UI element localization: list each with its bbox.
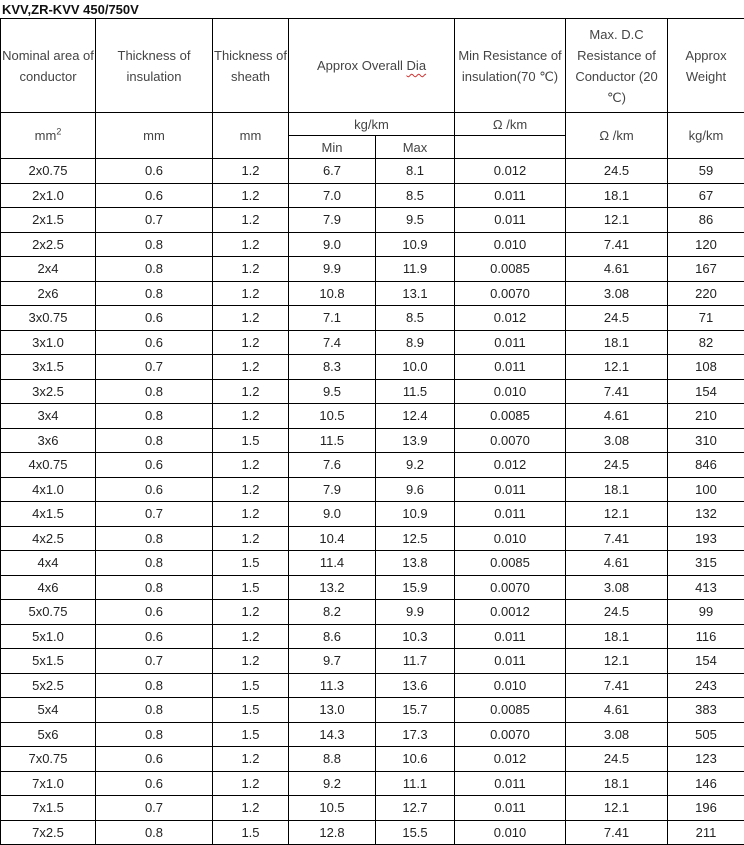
cell-insulation: 0.7 bbox=[96, 796, 213, 821]
unit-sheath: mm bbox=[213, 113, 289, 159]
cell-max-dc-resistance: 12.1 bbox=[566, 355, 668, 380]
cell-dia-min: 11.5 bbox=[289, 428, 376, 453]
cell-dia-min: 9.9 bbox=[289, 257, 376, 282]
header-nominal-area: Nominal area of conductor bbox=[1, 19, 96, 113]
cell-area: 5x4 bbox=[1, 698, 96, 723]
cell-insulation: 0.7 bbox=[96, 208, 213, 233]
cell-weight: 383 bbox=[668, 698, 744, 723]
cell-max-dc-resistance: 12.1 bbox=[566, 796, 668, 821]
header-max-dc-resistance: Max. D.C Resistance of Conductor (20 ℃) bbox=[566, 19, 668, 113]
table-row bbox=[1, 281, 744, 306]
cell-dia-min: 9.0 bbox=[289, 232, 376, 257]
cell-area: 3x6 bbox=[1, 428, 96, 453]
cell-sheath: 1.5 bbox=[213, 820, 289, 845]
cell-dia-min: 7.9 bbox=[289, 477, 376, 502]
cell-weight: 120 bbox=[668, 232, 744, 257]
cell-sheath: 1.2 bbox=[213, 183, 289, 208]
table-row bbox=[1, 306, 744, 331]
cell-dia-min: 8.8 bbox=[289, 747, 376, 772]
cell-weight: 100 bbox=[668, 477, 744, 502]
cell-insulation: 0.8 bbox=[96, 722, 213, 747]
cell-max-dc-resistance: 24.5 bbox=[566, 747, 668, 772]
cell-sheath: 1.5 bbox=[213, 575, 289, 600]
cell-dia-min: 9.2 bbox=[289, 771, 376, 796]
table-row bbox=[1, 183, 744, 208]
cell-weight: 59 bbox=[668, 159, 744, 184]
cell-min-resistance: 0.011 bbox=[455, 649, 566, 674]
cell-max-dc-resistance: 4.61 bbox=[566, 551, 668, 576]
cell-sheath: 1.2 bbox=[213, 330, 289, 355]
cell-weight: 99 bbox=[668, 600, 744, 625]
cell-weight: 310 bbox=[668, 428, 744, 453]
cell-area: 2x4 bbox=[1, 257, 96, 282]
cell-area: 5x6 bbox=[1, 722, 96, 747]
cell-max-dc-resistance: 7.41 bbox=[566, 673, 668, 698]
cell-min-resistance: 0.011 bbox=[455, 355, 566, 380]
header-row bbox=[1, 19, 744, 113]
cell-min-resistance: 0.012 bbox=[455, 453, 566, 478]
cell-max-dc-resistance: 3.08 bbox=[566, 428, 668, 453]
cell-weight: 315 bbox=[668, 551, 744, 576]
cell-min-resistance: 0.0085 bbox=[455, 404, 566, 429]
cell-sheath: 1.5 bbox=[213, 673, 289, 698]
cell-max-dc-resistance: 24.5 bbox=[566, 453, 668, 478]
cell-sheath: 1.2 bbox=[213, 281, 289, 306]
subheader-max: Max bbox=[376, 136, 455, 159]
header-weight: Approx Weight bbox=[668, 19, 744, 113]
cell-dia-min: 10.8 bbox=[289, 281, 376, 306]
table-row bbox=[1, 575, 744, 600]
cell-dia-min: 9.7 bbox=[289, 649, 376, 674]
cell-min-resistance: 0.011 bbox=[455, 208, 566, 233]
table-row bbox=[1, 649, 744, 674]
cell-insulation: 0.6 bbox=[96, 330, 213, 355]
cell-sheath: 1.2 bbox=[213, 600, 289, 625]
cell-min-resistance: 0.010 bbox=[455, 232, 566, 257]
cell-sheath: 1.2 bbox=[213, 502, 289, 527]
cell-insulation: 0.6 bbox=[96, 600, 213, 625]
cell-area: 4x1.0 bbox=[1, 477, 96, 502]
cell-insulation: 0.8 bbox=[96, 428, 213, 453]
cell-insulation: 0.7 bbox=[96, 502, 213, 527]
cell-insulation: 0.8 bbox=[96, 257, 213, 282]
cell-min-resistance: 0.010 bbox=[455, 820, 566, 845]
cell-dia-min: 7.4 bbox=[289, 330, 376, 355]
table-row bbox=[1, 624, 744, 649]
unit-area-base: mm bbox=[35, 128, 57, 143]
table-row bbox=[1, 208, 744, 233]
cell-insulation: 0.6 bbox=[96, 453, 213, 478]
table-row bbox=[1, 404, 744, 429]
cell-min-resistance: 0.010 bbox=[455, 673, 566, 698]
cell-insulation: 0.8 bbox=[96, 551, 213, 576]
header-min-resistance: Min Resistance of insulation(70 ℃) bbox=[455, 19, 566, 113]
cell-area: 4x0.75 bbox=[1, 453, 96, 478]
unit-min-resistance: Ω /km bbox=[455, 113, 566, 136]
cell-dia-max: 11.9 bbox=[376, 257, 455, 282]
cell-insulation: 0.7 bbox=[96, 649, 213, 674]
cell-sheath: 1.2 bbox=[213, 159, 289, 184]
table-row bbox=[1, 477, 744, 502]
cell-weight: 505 bbox=[668, 722, 744, 747]
cell-dia-max: 11.5 bbox=[376, 379, 455, 404]
cell-dia-max: 10.3 bbox=[376, 624, 455, 649]
table-row bbox=[1, 453, 744, 478]
cell-insulation: 0.8 bbox=[96, 673, 213, 698]
cell-dia-min: 11.4 bbox=[289, 551, 376, 576]
cell-dia-max: 15.9 bbox=[376, 575, 455, 600]
cell-weight: 82 bbox=[668, 330, 744, 355]
cell-dia-min: 9.5 bbox=[289, 379, 376, 404]
cell-dia-max: 15.5 bbox=[376, 820, 455, 845]
cell-insulation: 0.8 bbox=[96, 698, 213, 723]
cell-weight: 154 bbox=[668, 379, 744, 404]
cell-max-dc-resistance: 7.41 bbox=[566, 820, 668, 845]
cell-sheath: 1.2 bbox=[213, 453, 289, 478]
table-row bbox=[1, 159, 744, 184]
cell-dia-max: 12.7 bbox=[376, 796, 455, 821]
cell-min-resistance: 0.0085 bbox=[455, 257, 566, 282]
cell-weight: 210 bbox=[668, 404, 744, 429]
cell-sheath: 1.2 bbox=[213, 306, 289, 331]
table-body bbox=[1, 159, 744, 845]
cell-dia-min: 8.2 bbox=[289, 600, 376, 625]
cell-insulation: 0.8 bbox=[96, 820, 213, 845]
cell-min-resistance: 0.011 bbox=[455, 330, 566, 355]
cell-min-resistance: 0.011 bbox=[455, 624, 566, 649]
cell-dia-max: 10.9 bbox=[376, 502, 455, 527]
cell-sheath: 1.2 bbox=[213, 771, 289, 796]
cell-min-resistance: 0.011 bbox=[455, 502, 566, 527]
cell-area: 2x1.0 bbox=[1, 183, 96, 208]
cell-dia-max: 13.8 bbox=[376, 551, 455, 576]
cell-weight: 86 bbox=[668, 208, 744, 233]
table-row bbox=[1, 502, 744, 527]
cell-max-dc-resistance: 4.61 bbox=[566, 257, 668, 282]
cell-min-resistance: 0.011 bbox=[455, 477, 566, 502]
cell-max-dc-resistance: 7.41 bbox=[566, 526, 668, 551]
cell-insulation: 0.6 bbox=[96, 477, 213, 502]
cell-dia-min: 10.4 bbox=[289, 526, 376, 551]
cell-area: 7x0.75 bbox=[1, 747, 96, 772]
cell-area: 7x1.0 bbox=[1, 771, 96, 796]
cell-weight: 211 bbox=[668, 820, 744, 845]
spec-table bbox=[0, 18, 744, 845]
cell-max-dc-resistance: 4.61 bbox=[566, 698, 668, 723]
cell-weight: 193 bbox=[668, 526, 744, 551]
table-row bbox=[1, 428, 744, 453]
subheader-min: Min bbox=[289, 136, 376, 159]
cell-min-resistance: 0.0012 bbox=[455, 600, 566, 625]
cell-dia-max: 9.9 bbox=[376, 600, 455, 625]
table-row bbox=[1, 796, 744, 821]
cell-area: 7x1.5 bbox=[1, 796, 96, 821]
table-row bbox=[1, 698, 744, 723]
cell-min-resistance: 0.012 bbox=[455, 306, 566, 331]
cell-dia-min: 12.8 bbox=[289, 820, 376, 845]
cell-sheath: 1.2 bbox=[213, 355, 289, 380]
cell-max-dc-resistance: 7.41 bbox=[566, 379, 668, 404]
cell-area: 2x2.5 bbox=[1, 232, 96, 257]
cell-min-resistance: 0.0070 bbox=[455, 281, 566, 306]
cell-sheath: 1.2 bbox=[213, 747, 289, 772]
cell-weight: 146 bbox=[668, 771, 744, 796]
header-insulation-thickness: Thickness of insulation bbox=[96, 19, 213, 113]
cell-max-dc-resistance: 24.5 bbox=[566, 600, 668, 625]
document-title: KVV,ZR-KVV 450/750V bbox=[2, 2, 139, 18]
cell-area: 5x0.75 bbox=[1, 600, 96, 625]
unit-overall-dia: kg/km bbox=[289, 113, 455, 136]
cell-dia-min: 7.9 bbox=[289, 208, 376, 233]
cell-min-resistance: 0.011 bbox=[455, 771, 566, 796]
cell-dia-max: 11.1 bbox=[376, 771, 455, 796]
unit-row bbox=[1, 113, 744, 136]
cell-weight: 108 bbox=[668, 355, 744, 380]
cell-max-dc-resistance: 18.1 bbox=[566, 330, 668, 355]
cell-min-resistance: 0.012 bbox=[455, 159, 566, 184]
cell-sheath: 1.5 bbox=[213, 698, 289, 723]
header-overall-dia bbox=[289, 19, 455, 113]
cell-dia-min: 10.5 bbox=[289, 796, 376, 821]
cell-sheath: 1.2 bbox=[213, 379, 289, 404]
cell-max-dc-resistance: 18.1 bbox=[566, 771, 668, 796]
cell-insulation: 0.6 bbox=[96, 183, 213, 208]
table-row bbox=[1, 232, 744, 257]
cell-dia-min: 10.5 bbox=[289, 404, 376, 429]
cell-dia-min: 13.2 bbox=[289, 575, 376, 600]
cell-dia-max: 10.9 bbox=[376, 232, 455, 257]
cell-dia-max: 13.6 bbox=[376, 673, 455, 698]
cell-max-dc-resistance: 18.1 bbox=[566, 624, 668, 649]
cell-weight: 196 bbox=[668, 796, 744, 821]
cell-max-dc-resistance: 3.08 bbox=[566, 575, 668, 600]
cell-max-dc-resistance: 3.08 bbox=[566, 281, 668, 306]
table-row bbox=[1, 257, 744, 282]
cell-weight: 846 bbox=[668, 453, 744, 478]
cell-insulation: 0.6 bbox=[96, 624, 213, 649]
cell-insulation: 0.8 bbox=[96, 575, 213, 600]
unit-insulation: mm bbox=[96, 113, 213, 159]
cell-max-dc-resistance: 24.5 bbox=[566, 306, 668, 331]
table-row bbox=[1, 771, 744, 796]
cell-max-dc-resistance: 12.1 bbox=[566, 208, 668, 233]
cell-sheath: 1.5 bbox=[213, 551, 289, 576]
table-row bbox=[1, 820, 744, 845]
cell-dia-max: 9.5 bbox=[376, 208, 455, 233]
cell-sheath: 1.2 bbox=[213, 404, 289, 429]
cell-insulation: 0.6 bbox=[96, 771, 213, 796]
cell-sheath: 1.2 bbox=[213, 257, 289, 282]
cell-area: 3x4 bbox=[1, 404, 96, 429]
cell-min-resistance: 0.0070 bbox=[455, 722, 566, 747]
cell-dia-min: 8.3 bbox=[289, 355, 376, 380]
cell-dia-min: 13.0 bbox=[289, 698, 376, 723]
cell-min-resistance: 0.0070 bbox=[455, 428, 566, 453]
cell-dia-min: 7.0 bbox=[289, 183, 376, 208]
cell-weight: 167 bbox=[668, 257, 744, 282]
cell-insulation: 0.8 bbox=[96, 232, 213, 257]
cell-area: 2x1.5 bbox=[1, 208, 96, 233]
header-sheath-thickness: Thickness of sheath bbox=[213, 19, 289, 113]
cell-area: 3x0.75 bbox=[1, 306, 96, 331]
cell-dia-min: 6.7 bbox=[289, 159, 376, 184]
cell-sheath: 1.2 bbox=[213, 624, 289, 649]
cell-insulation: 0.6 bbox=[96, 306, 213, 331]
cell-area: 2x6 bbox=[1, 281, 96, 306]
unit-area-exponent: 2 bbox=[56, 127, 61, 137]
table-row bbox=[1, 673, 744, 698]
cell-max-dc-resistance: 12.1 bbox=[566, 649, 668, 674]
cell-weight: 132 bbox=[668, 502, 744, 527]
cell-min-resistance: 0.012 bbox=[455, 747, 566, 772]
cell-weight: 116 bbox=[668, 624, 744, 649]
cell-weight: 67 bbox=[668, 183, 744, 208]
cell-area: 4x2.5 bbox=[1, 526, 96, 551]
cell-max-dc-resistance: 7.41 bbox=[566, 232, 668, 257]
cell-dia-max: 9.6 bbox=[376, 477, 455, 502]
cell-dia-max: 12.4 bbox=[376, 404, 455, 429]
cell-insulation: 0.6 bbox=[96, 747, 213, 772]
cell-insulation: 0.6 bbox=[96, 159, 213, 184]
cell-area: 5x1.0 bbox=[1, 624, 96, 649]
cell-area: 3x1.0 bbox=[1, 330, 96, 355]
cell-insulation: 0.8 bbox=[96, 404, 213, 429]
cell-weight: 220 bbox=[668, 281, 744, 306]
cell-min-resistance: 0.0085 bbox=[455, 551, 566, 576]
cell-dia-min: 8.6 bbox=[289, 624, 376, 649]
cell-dia-max: 8.1 bbox=[376, 159, 455, 184]
cell-sheath: 1.2 bbox=[213, 649, 289, 674]
cell-dia-max: 11.7 bbox=[376, 649, 455, 674]
cell-sheath: 1.2 bbox=[213, 796, 289, 821]
table-row bbox=[1, 722, 744, 747]
cell-dia-min: 9.0 bbox=[289, 502, 376, 527]
cell-min-resistance: 0.011 bbox=[455, 796, 566, 821]
table-row bbox=[1, 355, 744, 380]
cell-sheath: 1.5 bbox=[213, 428, 289, 453]
cell-sheath: 1.2 bbox=[213, 208, 289, 233]
header-overall-dia-prefix: Approx Overall bbox=[317, 58, 407, 73]
cell-max-dc-resistance: 18.1 bbox=[566, 183, 668, 208]
cell-weight: 243 bbox=[668, 673, 744, 698]
cell-dia-max: 10.6 bbox=[376, 747, 455, 772]
cell-max-dc-resistance: 18.1 bbox=[566, 477, 668, 502]
cell-min-resistance: 0.010 bbox=[455, 526, 566, 551]
table-row bbox=[1, 747, 744, 772]
cell-weight: 123 bbox=[668, 747, 744, 772]
cell-min-resistance: 0.010 bbox=[455, 379, 566, 404]
cell-sheath: 1.2 bbox=[213, 477, 289, 502]
cell-dia-min: 11.3 bbox=[289, 673, 376, 698]
table-row bbox=[1, 379, 744, 404]
unit-area bbox=[1, 113, 96, 159]
cell-area: 4x4 bbox=[1, 551, 96, 576]
cell-max-dc-resistance: 3.08 bbox=[566, 722, 668, 747]
cell-insulation: 0.8 bbox=[96, 281, 213, 306]
cell-dia-min: 7.6 bbox=[289, 453, 376, 478]
cell-dia-max: 13.1 bbox=[376, 281, 455, 306]
table-row bbox=[1, 526, 744, 551]
cell-dia-max: 8.5 bbox=[376, 306, 455, 331]
cell-max-dc-resistance: 4.61 bbox=[566, 404, 668, 429]
cell-dia-max: 17.3 bbox=[376, 722, 455, 747]
header-overall-dia-word: Dia bbox=[407, 58, 427, 73]
cell-min-resistance: 0.0085 bbox=[455, 698, 566, 723]
cell-max-dc-resistance: 24.5 bbox=[566, 159, 668, 184]
unit-max-dc-resistance: Ω /km bbox=[566, 113, 668, 159]
cell-area: 7x2.5 bbox=[1, 820, 96, 845]
cell-area: 5x2.5 bbox=[1, 673, 96, 698]
cell-area: 4x6 bbox=[1, 575, 96, 600]
table-row bbox=[1, 551, 744, 576]
cell-max-dc-resistance: 12.1 bbox=[566, 502, 668, 527]
table-row bbox=[1, 330, 744, 355]
cell-dia-max: 9.2 bbox=[376, 453, 455, 478]
subheader-min-resistance-blank bbox=[455, 136, 566, 159]
cell-insulation: 0.7 bbox=[96, 355, 213, 380]
cell-dia-max: 12.5 bbox=[376, 526, 455, 551]
cell-dia-min: 14.3 bbox=[289, 722, 376, 747]
cell-weight: 154 bbox=[668, 649, 744, 674]
cell-dia-min: 7.1 bbox=[289, 306, 376, 331]
cell-area: 5x1.5 bbox=[1, 649, 96, 674]
table-row bbox=[1, 600, 744, 625]
cell-min-resistance: 0.0070 bbox=[455, 575, 566, 600]
cell-insulation: 0.8 bbox=[96, 526, 213, 551]
cell-sheath: 1.2 bbox=[213, 526, 289, 551]
cell-dia-max: 8.5 bbox=[376, 183, 455, 208]
cell-dia-max: 10.0 bbox=[376, 355, 455, 380]
cell-min-resistance: 0.011 bbox=[455, 183, 566, 208]
cell-sheath: 1.5 bbox=[213, 722, 289, 747]
cell-weight: 71 bbox=[668, 306, 744, 331]
cell-sheath: 1.2 bbox=[213, 232, 289, 257]
unit-weight: kg/km bbox=[668, 113, 744, 159]
cell-area: 3x1.5 bbox=[1, 355, 96, 380]
cell-area: 2x0.75 bbox=[1, 159, 96, 184]
cell-area: 4x1.5 bbox=[1, 502, 96, 527]
cell-area: 3x2.5 bbox=[1, 379, 96, 404]
cell-dia-max: 8.9 bbox=[376, 330, 455, 355]
cell-dia-max: 15.7 bbox=[376, 698, 455, 723]
cell-dia-max: 13.9 bbox=[376, 428, 455, 453]
cell-weight: 413 bbox=[668, 575, 744, 600]
cell-insulation: 0.8 bbox=[96, 379, 213, 404]
